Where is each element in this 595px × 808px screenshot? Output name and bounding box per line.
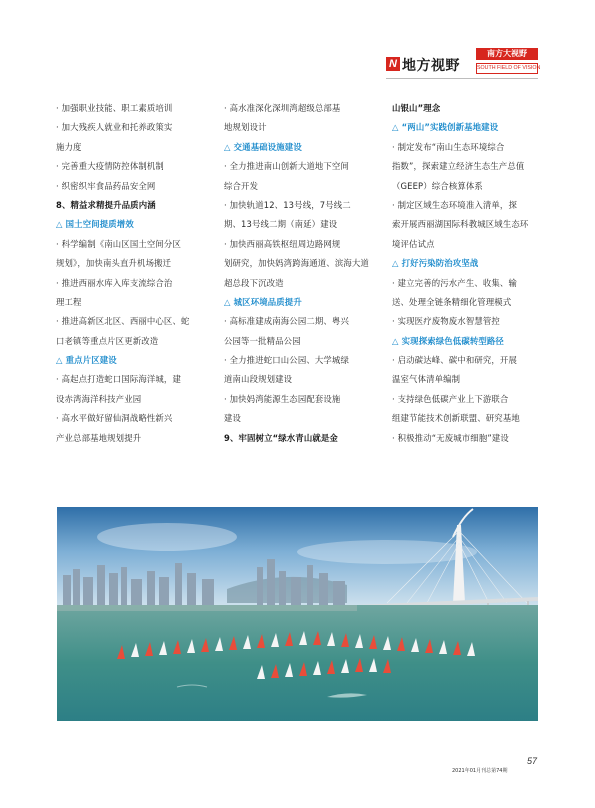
text-line: · 加强职业技能、职工素质培训	[56, 103, 173, 113]
text-line: · 制定发布“南山生态环境综合	[392, 141, 505, 152]
text-line: · 全力推进南山创新大道地下空间	[224, 161, 349, 172]
text-line: · 完善重大疫情防控体制机制	[56, 161, 164, 172]
text-line: 规划》，加快南头直升机场搬迁	[56, 258, 172, 269]
text-line: · 支持绿色低碳产业上下游联合	[392, 393, 509, 404]
text-line: · 积极推动“无废城市细胞”建设	[392, 432, 509, 443]
section-caption: △ 城区环境品质提升	[224, 296, 302, 307]
text-line: · 加快西丽高铁枢纽周边路网规	[224, 238, 341, 249]
text-line: · 高水平做好留仙洞战略性新兴	[56, 413, 173, 424]
text-line: · 加快轨道12、13号线，7号线二	[224, 199, 351, 210]
text-line: 产业总部基地规划提升	[56, 432, 142, 443]
text-line: · 推进西丽水库入库支流综合治	[56, 277, 173, 288]
text-line: 组建节能技术创新联盟、研究基地	[392, 413, 520, 424]
text-line: · 实现医疗废物废水智慧管控	[392, 316, 500, 327]
text-line: 口老镇等重点片区更新改造	[56, 335, 159, 346]
text-line: · 制定区域生态环境准入清单，探	[392, 199, 517, 210]
text-line: · 高水准深化深圳湾超级总部基	[224, 103, 341, 113]
section-caption: △ 打好污染防治攻坚战	[392, 258, 479, 269]
section-caption: △ 重点片区建设	[56, 355, 117, 366]
text-line: · 全力推进蛇口山公园、大学城绿	[224, 355, 349, 366]
text-line: 期、13号线二期（南延）建设	[224, 219, 338, 230]
section-caption: △ 实现探索绿色低碳转型路径	[392, 335, 504, 346]
section-title: 地方视野	[402, 58, 460, 74]
text-line: 理工程	[56, 296, 82, 307]
text-line: 温室气体清单编制	[392, 374, 461, 385]
text-column-3	[392, 99, 550, 448]
text-line: · 高标准建成南海公园二期、粤兴	[224, 316, 349, 327]
text-line: 道南山段规划建设	[224, 374, 293, 385]
section-heading: 9、牢固树立“绿水青山就是金	[224, 432, 338, 443]
section-logo-icon: N	[386, 57, 400, 71]
text-line: 公园等一批精品公园	[224, 335, 301, 346]
text-line: 施力度	[56, 141, 82, 152]
section-caption: △ 国土空间提质增效	[56, 219, 134, 230]
text-line: 超总段下沉改造	[224, 277, 284, 288]
text-line: · 高起点打造蛇口国际海洋城，建	[56, 374, 181, 385]
section-heading: 山银山”理念	[392, 103, 441, 113]
text-line: · 启动碳达峰、碳中和研究，开展	[392, 355, 517, 366]
text-line: · 加大残疾人就业和托养政策实	[56, 122, 173, 133]
column-tag: 南方大视野	[476, 48, 538, 60]
text-line: · 推进高新区北区、西丽中心区、蛇	[56, 316, 190, 327]
text-line: · 加快妈湾能源生态园配套设施	[224, 393, 341, 404]
text-column-1	[56, 99, 214, 448]
text-line: · 织密织牢食品药品安全网	[56, 180, 156, 191]
text-line: 境评估试点	[392, 238, 435, 249]
text-column-2	[224, 99, 382, 448]
harbor-skyline-sailboats-photo	[57, 507, 538, 721]
page-number: 57	[527, 756, 538, 766]
section-caption: △ 交通基础设施建设	[224, 141, 302, 152]
text-line: 送、处理全链条精细化管理模式	[392, 296, 512, 307]
text-line: 建设	[224, 413, 242, 424]
text-line: （GEEP）综合核算体系	[392, 180, 483, 191]
column-tag-subtitle: SOUTH FIELD OF VISION	[476, 63, 538, 74]
section-heading: 8、精益求精提升品质内涵	[56, 199, 156, 210]
text-line: 综合开发	[224, 180, 259, 191]
issue-label: 2021年01月刊总第74期	[452, 768, 508, 774]
text-line: 地规划设计	[224, 122, 267, 133]
text-line: 设赤湾海洋科技产业园	[56, 393, 142, 404]
text-line: · 科学编制《南山区国土空间分区	[56, 238, 181, 249]
text-line: 索开展西丽湖国际科教城区域生态环	[392, 219, 529, 230]
section-caption: △ “两山”实践创新基地建设	[392, 122, 499, 133]
text-line: 划研究，加快妈湾跨海通道、滨海大道	[224, 258, 369, 269]
text-line: · 建立完善的污水产生、收集、输	[392, 277, 517, 288]
header-divider	[386, 78, 538, 79]
text-line: 指数”，探索建立经济生态生产总值	[392, 161, 525, 172]
